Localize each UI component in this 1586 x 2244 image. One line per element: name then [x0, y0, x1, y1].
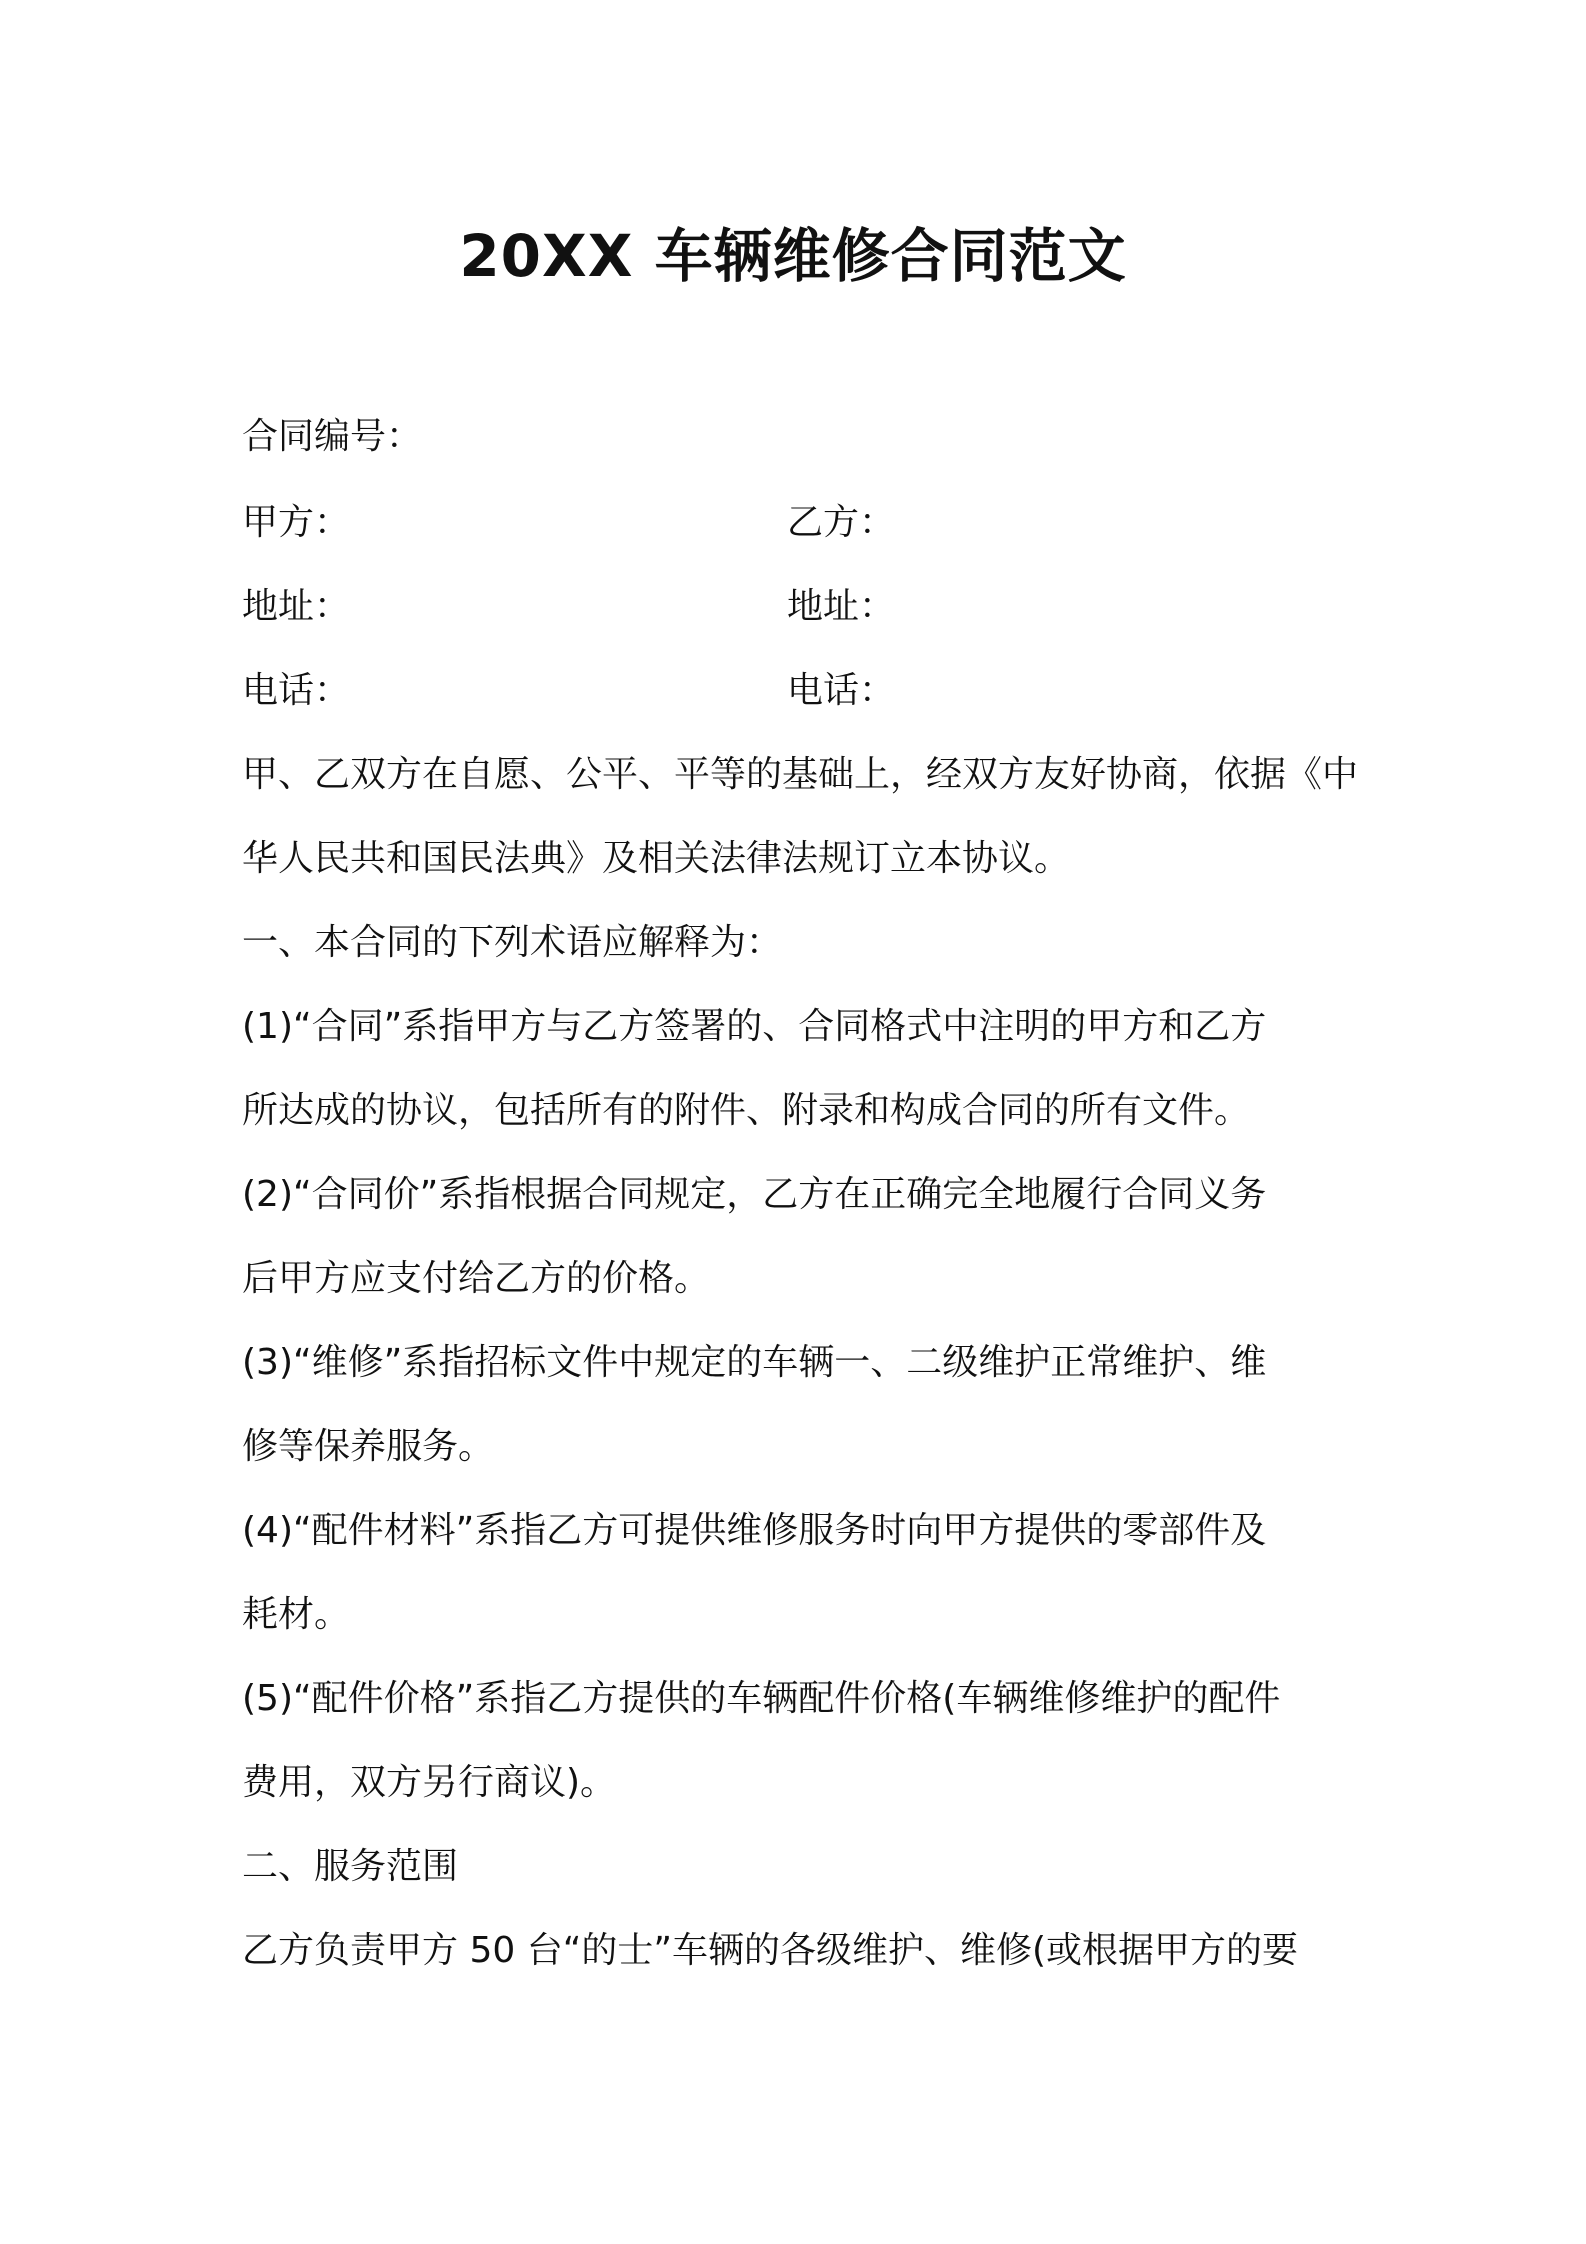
party-a-phone-label: 电话： [242, 670, 351, 711]
body-line: (1)“合同”系指甲方与乙方签署的、合同格式中注明的甲方和乙方 [242, 1006, 1267, 1047]
section-heading-terms: 一、本合同的下列术语应解释为： [242, 922, 783, 963]
body-line: 华人民共和国民法典》及相关法律法规订立本协议。 [242, 838, 1071, 879]
body-line: 费用，双方另行商议)。 [242, 1762, 617, 1803]
body-line: (3)“维修”系指招标文件中规定的车辆一、二级维护正常维护、维 [242, 1342, 1267, 1383]
party-b-phone-label: 电话： [787, 670, 896, 711]
body-line: 耗材。 [242, 1594, 351, 1635]
party-b-label: 乙方： [787, 502, 896, 543]
contract-number-label: 合同编号： [242, 416, 423, 457]
party-b-address-label: 地址： [787, 586, 896, 627]
body-line: (5)“配件价格”系指乙方提供的车辆配件价格(车辆维修维护的配件 [242, 1678, 1281, 1719]
body-line: 甲、乙双方在自愿、公平、平等的基础上，经双方友好协商，依据《中 [242, 754, 1359, 795]
body-line: 修等保养服务。 [242, 1426, 495, 1467]
party-a-label: 甲方： [242, 502, 351, 543]
document-title: 20XX 车辆维修合同范文 [459, 222, 1127, 290]
party-a-address-label: 地址： [242, 586, 351, 627]
body-line: (4)“配件材料”系指乙方可提供维修服务时向甲方提供的零部件及 [242, 1510, 1267, 1551]
body-line: (2)“合同价”系指根据合同规定，乙方在正确完全地履行合同义务 [242, 1174, 1267, 1215]
body-line: 所达成的协议，包括所有的附件、附录和构成合同的所有文件。 [242, 1090, 1251, 1131]
body-line: 乙方负责甲方 50 台“的士”车辆的各级维护、维修(或根据甲方的要 [242, 1930, 1299, 1971]
body-line: 后甲方应支付给乙方的价格。 [242, 1258, 711, 1299]
section-heading-scope: 二、服务范围 [242, 1846, 459, 1887]
